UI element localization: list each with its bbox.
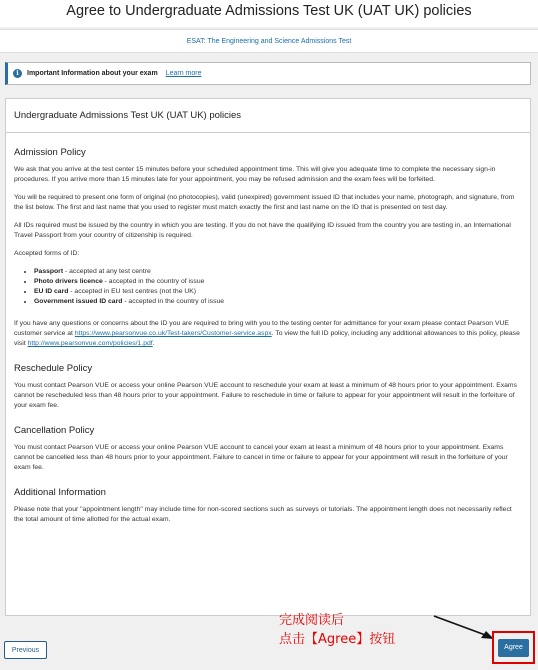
list-item: • Photo drivers licence - accepted in the country of issue [34, 277, 522, 287]
admission-paragraph-2: You will be required to present one form of original (no photocopies), valid (unexpired) government issued ID that includes your name, photograph, and signature, from the list below. The first and last name that you used to register must match exactly the first and last name on the ID that is presented on test day. [14, 194, 515, 211]
page-title: Agree to Undergraduate Admissions Test UK (UAT UK) policies [66, 3, 472, 19]
annotation-line-2: 点击【Agree】按钮 [279, 632, 396, 647]
policy-body[interactable] [6, 147, 530, 525]
admission-paragraph-3: All IDs required must be issued by the country in which you are testing. If you do not have the qualifying ID issued from the country you are testing in, an International Travel Passport from your country of citizenship is required. [14, 222, 511, 239]
additional-paragraph: Please note that your "appointment length" may include time for non-scored sections such as surveys or tutorials. The appointment length does not necessarily reflect the total amount of time allotted for the actual exam. [14, 506, 512, 523]
annotation-line-1: 完成阅读后 [279, 613, 345, 628]
admission-heading: Admission Policy [14, 147, 86, 158]
important-info-text: Important Information about your exam [27, 70, 158, 77]
agree-highlight-frame [492, 631, 535, 664]
learn-more-link[interactable]: Learn more [165, 70, 202, 77]
exam-link[interactable]: ESAT: The Engineering and Science Admissions Test [186, 38, 352, 45]
page-header [0, 0, 538, 27]
exam-bar [0, 29, 538, 53]
previous-button[interactable]: Previous [4, 641, 47, 659]
annotation-arrow-icon [430, 612, 500, 642]
list-item: • Government issued ID card - accepted in the country of issue [34, 297, 522, 307]
agree-button[interactable]: Agree [498, 639, 529, 657]
policy-title: Undergraduate Admissions Test UK (UAT UK) policies [6, 99, 530, 133]
additional-heading: Additional Information [14, 487, 106, 498]
annotation-text [279, 611, 395, 649]
accepted-id-list [34, 267, 522, 307]
cancellation-heading: Cancellation Policy [14, 425, 95, 436]
important-info-box [5, 62, 531, 85]
reschedule-paragraph: You must contact Pearson VUE or access your online Pearson VUE account to reschedule your exam at least a minimum of 48 hours prior to your appointment. Exams cannot be rescheduled less than 48 hours prior to your appointment. Failure to reschedule in time or failure to appear for your appointment will result in the forfeiture of your exam fee. [14, 382, 517, 409]
accepted-id-intro: Accepted forms of ID: [14, 250, 80, 257]
cancellation-paragraph: You must contact Pearson VUE or access your online Pearson VUE account to cancel your exam at least a minimum of 48 hours prior to your appointment. Exams cannot be cancelled less than 48 hours prior to your appointment. Failure to cancel in time or failure to appear for your appointment will result in the forfeiture of your exam fee. [14, 444, 508, 471]
list-item: • EU ID card - accepted in EU test centres (not the UK) [34, 287, 522, 297]
id-questions-paragraph: If you have any questions or concerns about the ID you are required to bring with you to the testing center for admittance for your exam please contact Pearson VUE customer service at https://www.pearsonvue.co.uk/Test-takers/Customer-service.aspx. To view the full ID policy, including any additional allowances to this policy, please visit http://www.pearsonvue.com/policies/1.pdf. [14, 320, 520, 347]
info-icon: i [13, 69, 22, 78]
admission-paragraph-1: We ask that you arrive at the test center 15 minutes before your scheduled appointment time. This will give you adequate time to complete the necessary sign-in procedures. If you arrive more than 15 minutes late for your appointment, you may be refused admission and the exam fees will be forfeited. [14, 166, 496, 183]
customer-service-link[interactable]: https://www.pearsonvue.co.uk/Test-takers/Customer-service.aspx [74, 330, 272, 337]
id-policy-link[interactable]: http://www.pearsonvue.com/policies/1.pdf [27, 340, 153, 347]
list-item: • Passport - accepted at any test centre [34, 267, 522, 277]
policy-panel [5, 98, 531, 616]
reschedule-heading: Reschedule Policy [14, 363, 93, 374]
